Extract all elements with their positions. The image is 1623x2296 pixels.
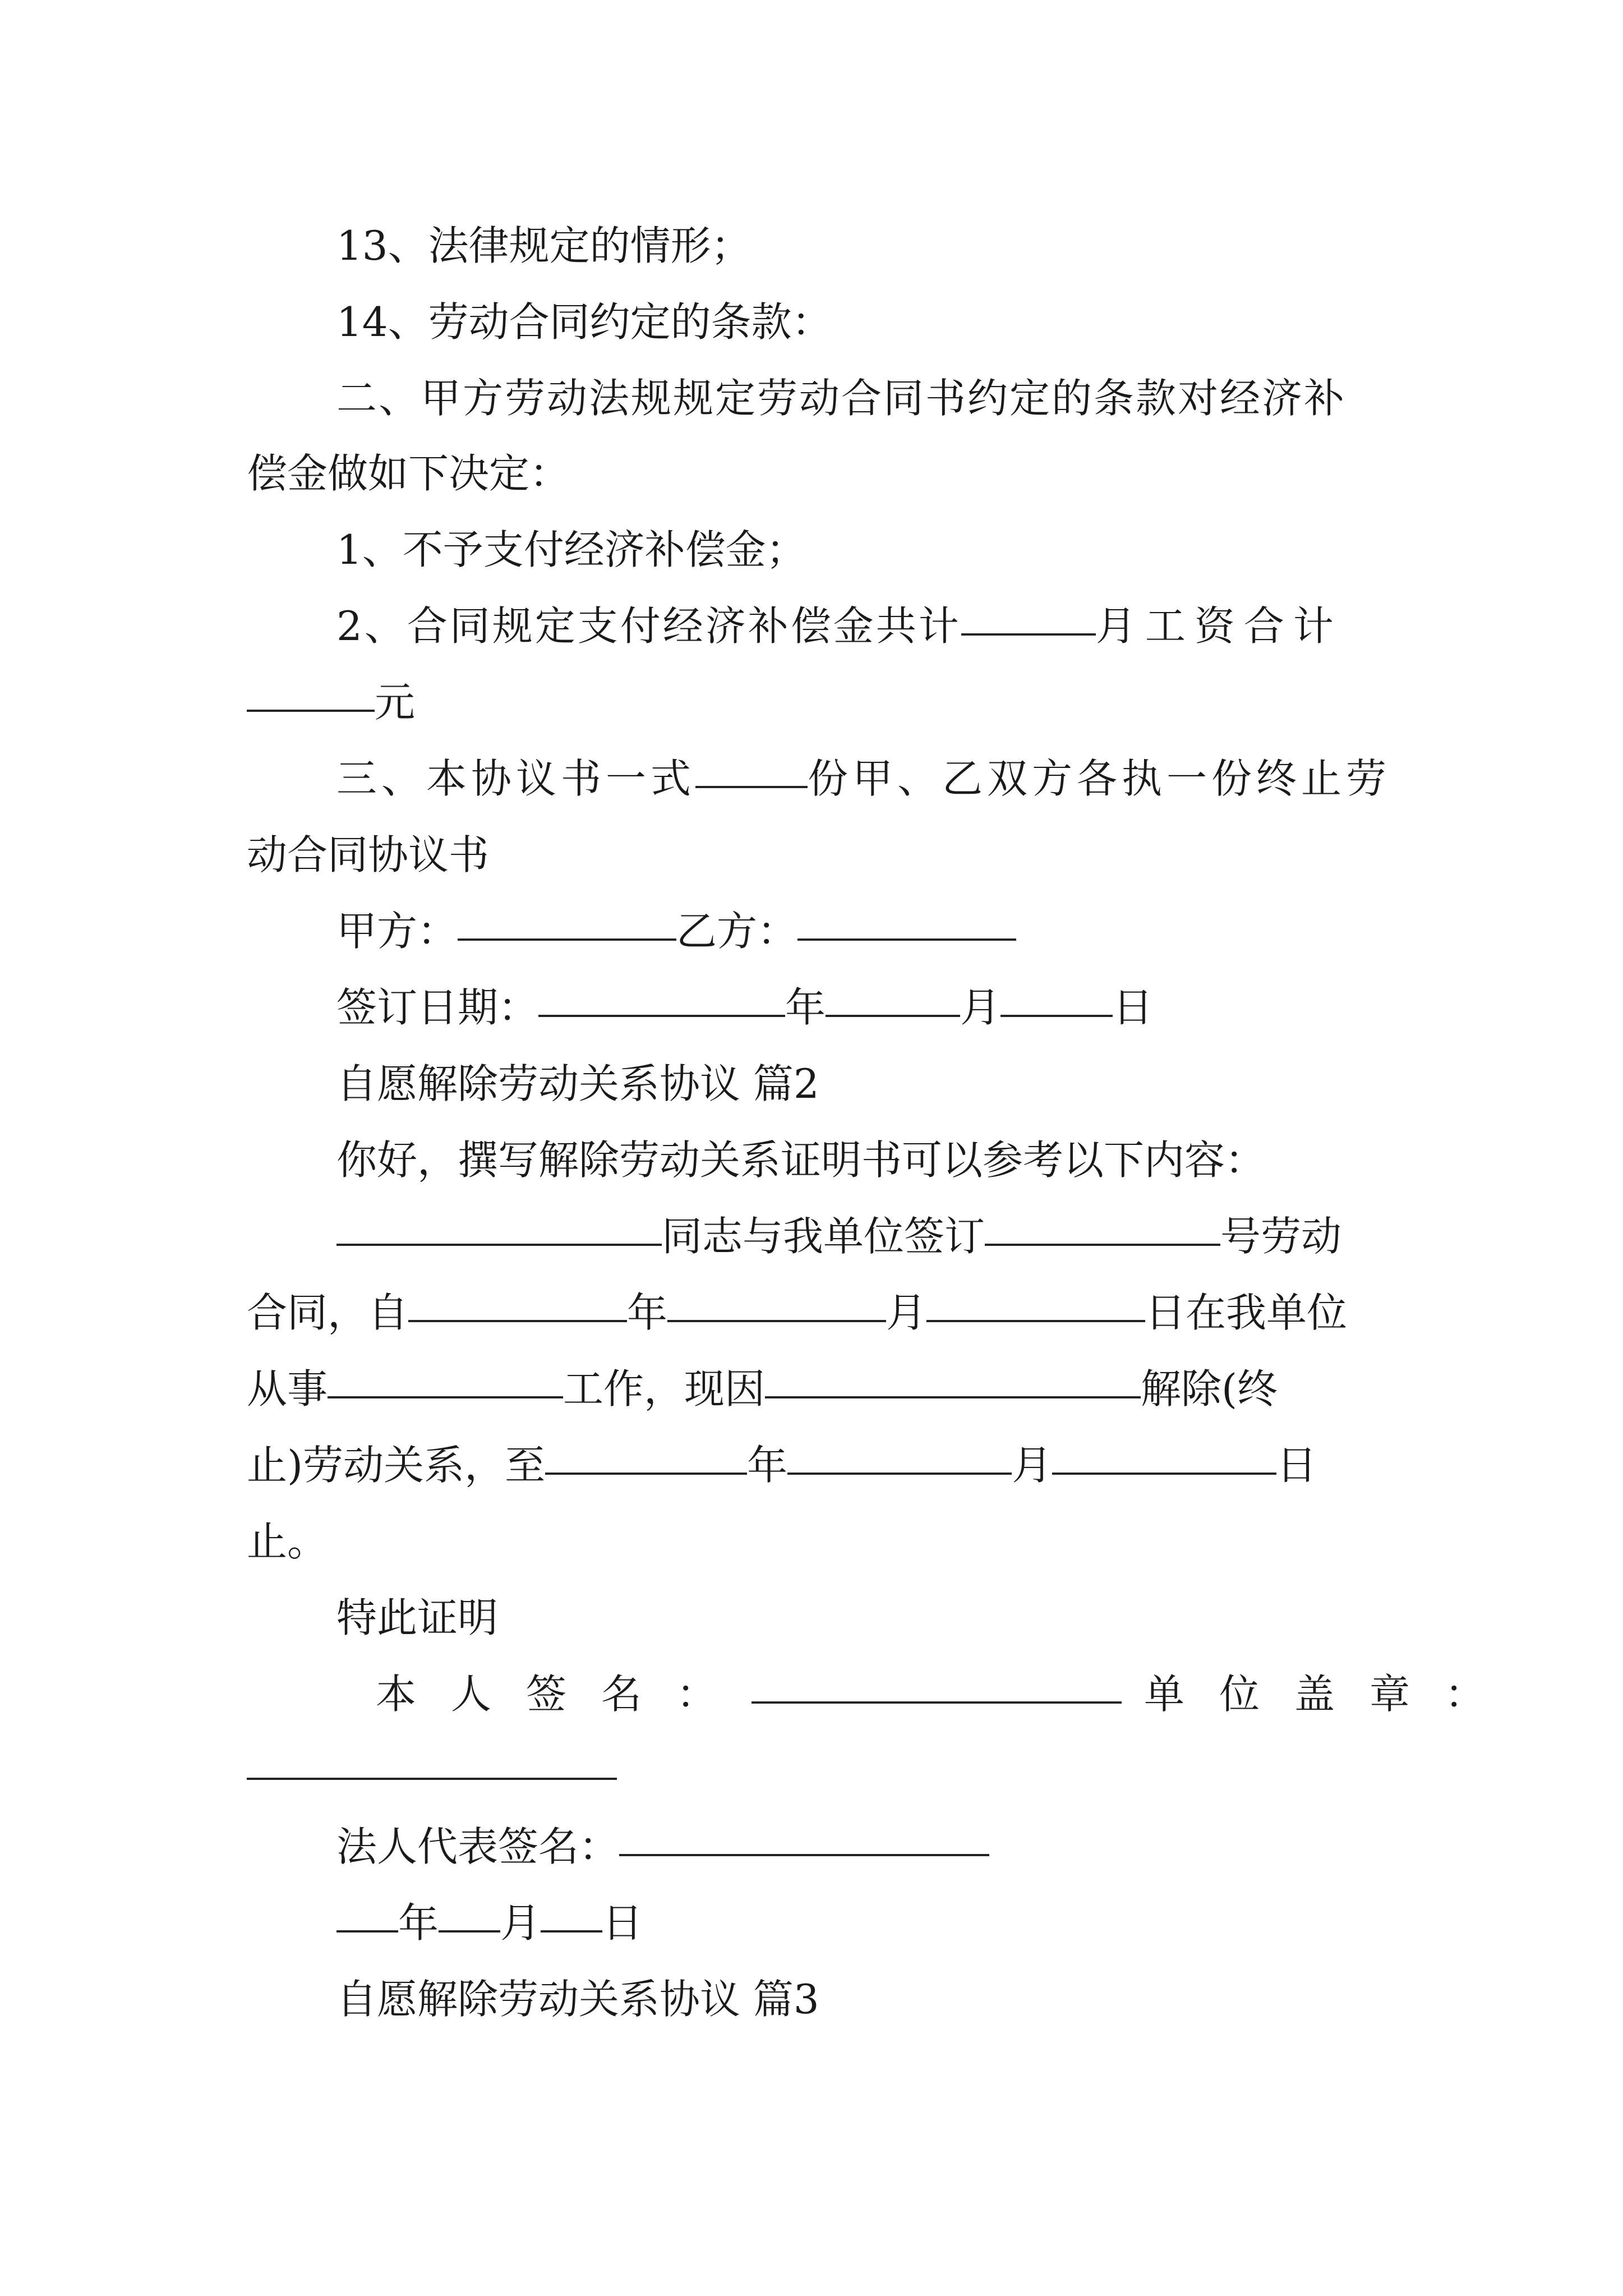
clause-14-text: 14、劳动合同约定的条款： bbox=[336, 298, 832, 346]
section-3-text-2: 动合同协议书 bbox=[247, 831, 490, 878]
cert-text-g: 解除(终 bbox=[1141, 1365, 1278, 1412]
contract-number-blank[interactable] bbox=[985, 1244, 1220, 1246]
party-b-blank[interactable] bbox=[797, 938, 1016, 941]
section-3-line-1 bbox=[336, 752, 1391, 806]
cert-line-2 bbox=[247, 1286, 1347, 1340]
clause-13 bbox=[336, 219, 751, 273]
start-month-label: 月 bbox=[886, 1289, 927, 1336]
cert-text-c: 合同，自 bbox=[247, 1289, 409, 1336]
signature-line bbox=[376, 1667, 1520, 1721]
amount-blank[interactable] bbox=[247, 710, 375, 712]
months-blank[interactable] bbox=[961, 633, 1096, 636]
signature-line-2 bbox=[247, 1743, 617, 1797]
legal-rep-blank[interactable] bbox=[619, 1854, 989, 1856]
heading-part-2 bbox=[336, 1057, 819, 1111]
parties-line bbox=[336, 904, 1016, 958]
end-month-blank[interactable] bbox=[787, 1473, 1012, 1475]
reason-blank[interactable] bbox=[765, 1396, 1141, 1398]
section-2-line-1 bbox=[336, 371, 1346, 425]
item-2-text-a: 2、合同规定支付经济补偿金共计 bbox=[336, 602, 961, 650]
sign-date-label: 签订日期： bbox=[336, 984, 539, 1031]
clause-13-text: 13、法律规定的情形； bbox=[336, 222, 751, 269]
final-year-blank[interactable] bbox=[336, 1930, 398, 1932]
start-year-label: 年 bbox=[627, 1289, 668, 1336]
clause-14 bbox=[336, 295, 832, 349]
end-month-label: 月 bbox=[1012, 1442, 1053, 1489]
comrade-name-blank[interactable] bbox=[336, 1244, 662, 1246]
item-2-line-2 bbox=[247, 675, 415, 729]
sign-day-blank[interactable] bbox=[1000, 1015, 1113, 1017]
cert-line-3 bbox=[247, 1362, 1278, 1416]
intro-text: 你好，撰写解除劳动关系证明书可以参考以下内容： bbox=[336, 1137, 1266, 1184]
intro-line bbox=[336, 1133, 1265, 1187]
end-day-blank[interactable] bbox=[1052, 1473, 1276, 1475]
party-b-label: 乙方： bbox=[676, 908, 798, 955]
item-2-line-1 bbox=[336, 599, 1343, 653]
final-day-label: 日 bbox=[602, 1899, 643, 1947]
section-2-text-2: 偿金做如下决定： bbox=[247, 450, 570, 497]
item-2-text-c: 元 bbox=[375, 679, 416, 726]
cert-text-f: 工作，现因 bbox=[563, 1365, 766, 1412]
end-year-label: 年 bbox=[747, 1442, 788, 1489]
start-year-blank[interactable] bbox=[408, 1320, 627, 1322]
party-a-blank[interactable] bbox=[458, 938, 676, 941]
start-day-blank[interactable] bbox=[926, 1320, 1145, 1322]
final-month-blank[interactable] bbox=[439, 1930, 500, 1932]
start-month-blank[interactable] bbox=[667, 1320, 886, 1322]
day-label: 日 bbox=[1113, 984, 1154, 1031]
section-3-text-a: 三、本协议书一式 bbox=[336, 755, 696, 802]
month-label: 月 bbox=[960, 984, 1001, 1031]
cert-text-e: 从事 bbox=[247, 1365, 328, 1412]
sign-year-blank[interactable] bbox=[538, 1015, 785, 1017]
copies-blank[interactable] bbox=[695, 786, 808, 788]
unit-seal-label: 单位盖章： bbox=[1144, 1671, 1520, 1718]
end-day-label: 日 bbox=[1276, 1442, 1317, 1489]
certify-text: 特此证明 bbox=[336, 1594, 499, 1641]
final-month-label: 月 bbox=[500, 1899, 541, 1947]
cert-text-a: 同志与我单位签订 bbox=[662, 1213, 985, 1260]
cert-text-h: 止)劳动关系，至 bbox=[247, 1442, 546, 1489]
cert-text-i: 止。 bbox=[247, 1518, 328, 1565]
legal-rep-line bbox=[336, 1820, 989, 1874]
heading-part-3-text: 自愿解除劳动关系协议 篇3 bbox=[336, 1976, 819, 2023]
cert-text-b: 号劳动 bbox=[1220, 1213, 1342, 1260]
section-2-text-1: 二、甲方劳动法规规定劳动合同书约定的条款对经济补 bbox=[336, 375, 1347, 422]
unit-seal-blank[interactable] bbox=[247, 1778, 617, 1780]
cert-line-4 bbox=[247, 1438, 1317, 1492]
certify-line bbox=[336, 1591, 498, 1645]
sign-month-blank[interactable] bbox=[826, 1015, 960, 1017]
section-2-line-2 bbox=[247, 447, 570, 500]
heading-part-3 bbox=[336, 1972, 819, 2026]
party-a-label: 甲方： bbox=[336, 908, 458, 955]
legal-rep-label: 法人代表签名： bbox=[336, 1823, 620, 1870]
year-label: 年 bbox=[785, 984, 826, 1031]
cert-text-d: 日在我单位 bbox=[1145, 1289, 1348, 1336]
sign-date-line bbox=[336, 981, 1153, 1034]
section-3-line-2 bbox=[247, 828, 489, 882]
job-blank[interactable] bbox=[328, 1396, 563, 1398]
section-3-text-b: 份甲、乙双方各执一份终止劳 bbox=[808, 755, 1391, 802]
item-1-text: 1、不予支付经济补偿金； bbox=[336, 526, 806, 573]
item-1 bbox=[336, 523, 806, 577]
final-date-line bbox=[336, 1896, 643, 1950]
self-sign-label: 本人签名： bbox=[376, 1671, 752, 1718]
heading-part-2-text: 自愿解除劳动关系协议 篇2 bbox=[336, 1060, 819, 1107]
final-year-label: 年 bbox=[398, 1899, 439, 1947]
cert-line-5 bbox=[247, 1515, 328, 1568]
item-2-text-b: 月工资合计 bbox=[1095, 602, 1343, 650]
end-year-blank[interactable] bbox=[545, 1473, 747, 1475]
self-sign-blank[interactable] bbox=[751, 1701, 1122, 1704]
final-day-blank[interactable] bbox=[541, 1930, 602, 1932]
cert-line-1 bbox=[336, 1209, 1341, 1263]
